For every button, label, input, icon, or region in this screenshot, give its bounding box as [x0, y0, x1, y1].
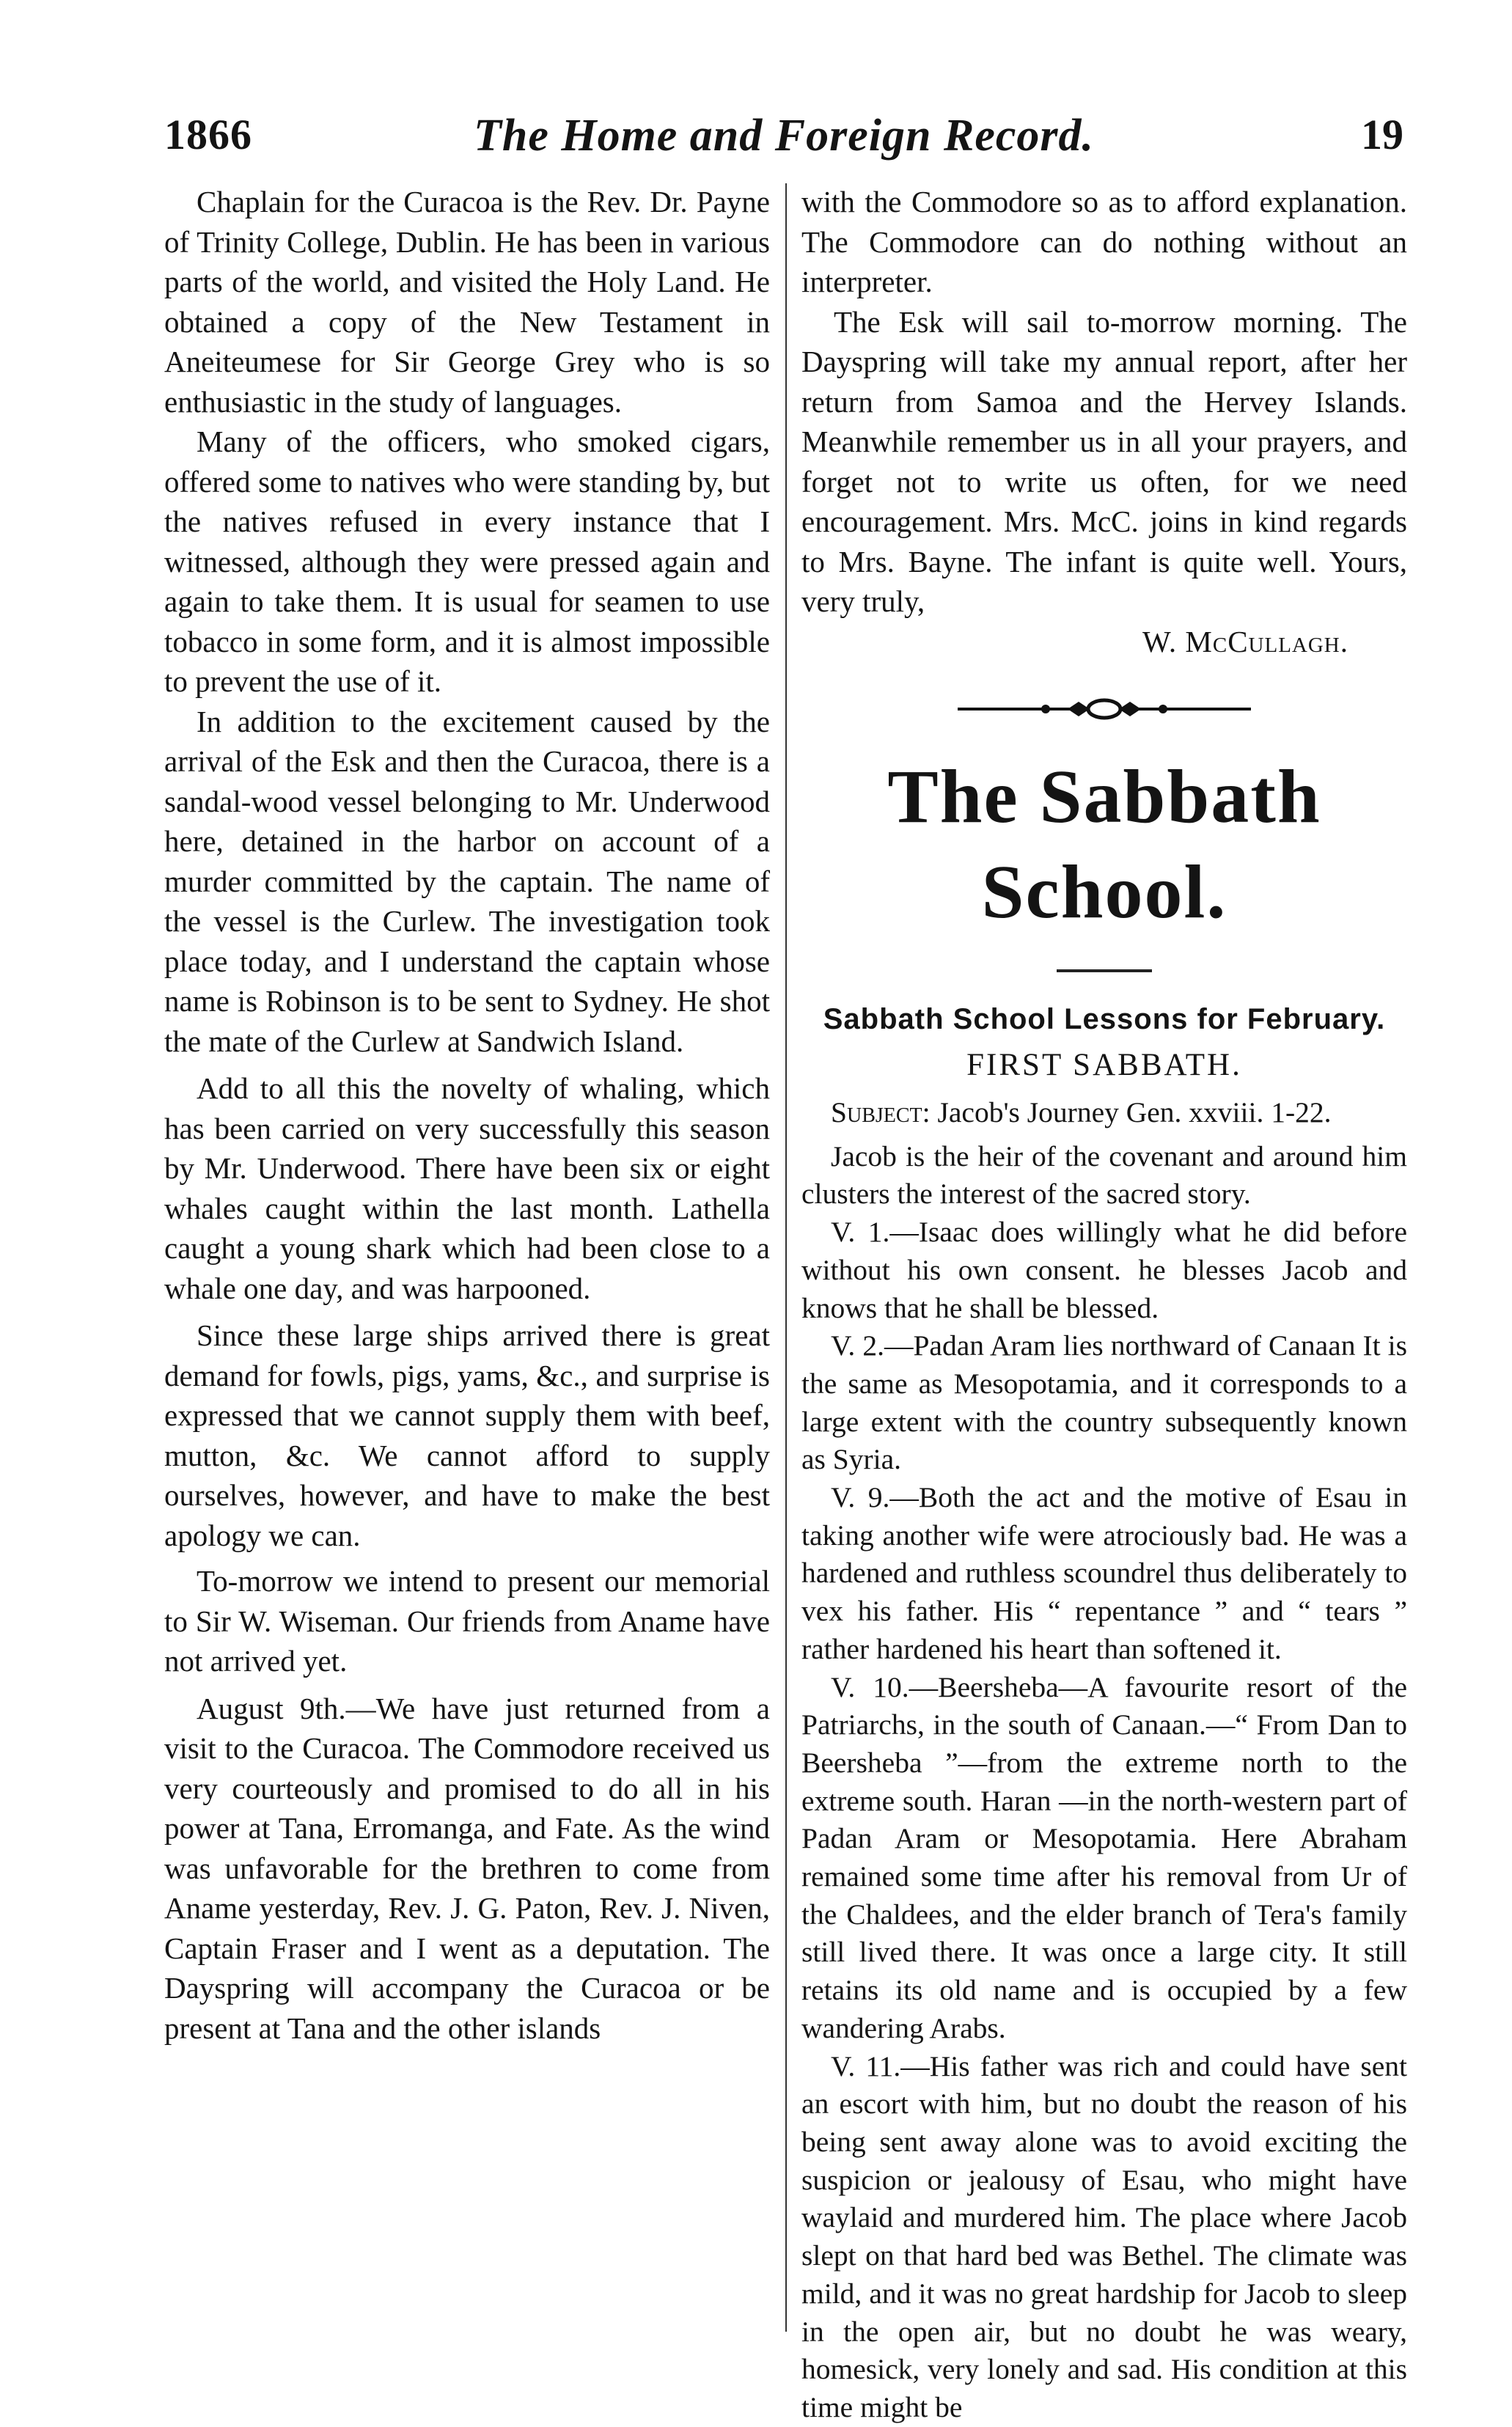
paragraph: Since these large ships arrived there is great demand for fowls, pigs, yams, &c., and surprise is expressed that we cannot supply them with beef, mutton, &c. We cannot afford to supply ourselves, however, and have to make the best apology we can. — [164, 1318, 770, 1552]
paragraph: Add to all this the novelty of whaling, which has been carried on very successfully this season by Mr. Underwood. There have been six or eight whales caught within the last month. Lathella caught a young shark which had been close to a whale one day, and was harpooned. — [164, 1071, 770, 1305]
subject-label: Subject — [831, 1096, 922, 1128]
right-column — [801, 182, 1407, 2427]
paragraph: In addition to the excitement caused by the arrival of the Esk and then the Curacoa, there is a sandal-wood vessel belonging to Mr. Underwood here, detained in the harbor on account of a murder committed by the captain. The name of the vessel is the Curlew. The investigation took place today, and I understand the captain whose name is Robinson is to be sent to Sydney. He shot the mate of the Curlew at Sandwich Island. — [164, 704, 770, 1058]
divider — [1057, 969, 1152, 972]
page-header — [164, 110, 1403, 176]
signature: W. McCullagh. — [1142, 624, 1348, 658]
lesson-title: Sabbath School Lessons for February. — [823, 1003, 1386, 1035]
subject-line — [801, 1094, 1407, 1132]
paragraph: Many of the officers, who smoked cigars, offered some to natives who were standing by, but the natives refused in every instance that I witnessed, although they were pressed again and again to take them. It is usual for seamen to use tobacco in some form, and it is almost impossible to prevent the use of it. — [164, 425, 770, 698]
paragraph: To-morrow we intend to present our memorial to Sir W. Wiseman. Our friends from Aname have not arrived yet. — [164, 1564, 770, 1678]
paragraph: Chaplain for the Curacoa is the Rev. Dr. Payne of Trinity College, Dublin. He has been in various parts of the world, and visited the Holy Land. He obtained a copy of the New Testament in Aneiteumese for Sir George Grey who is so enthusiastic in the study of languages. — [164, 185, 770, 419]
paragraph: Jacob is the heir of the covenant and around him clusters the interest of the sacred story. — [801, 1139, 1407, 1211]
subject-text: : Jacob's Journey Gen. xxviii. 1-22. — [922, 1096, 1332, 1128]
verse-note: V. 11.—His father was rich and could have sent an escort with him, but no doubt the reason of his being sent away alone was to avoid exciting the suspicion or jealousy of Esau, who might have waylaid and murdered him. The place where Jacob slept on that hard bed was Bethel. The climate was mild, and it was no great hardship for Jacob to sleep in the open air, but no doubt he was weary, homesick, very lonely and sad. His condition at this time might be — [801, 2049, 1407, 2423]
lesson-body — [801, 1094, 1407, 2427]
verse-note: V. 9.—Both the act and the motive of Esau in taking another wife were atrociously bad. He was a hardened and ruthless scoundrel thus deliberately to vex his father. His “ repentance ” and “ tears ” rather hardened his heart than softened it. — [801, 1481, 1407, 1665]
paragraph: with the Commodore so as to afford explanation. The Commodore can do nothing without an interpreter. — [801, 185, 1407, 298]
header-title: The Home and Foreign Record. — [473, 111, 1095, 161]
paragraph: The Esk will sail to-morrow morning. The Dayspring will take my annual report, after her return from Samoa and the Hervey Islands. Meanwhile remember us in all your prayers, and forget not to write us often, for we need encouragement. Mrs. McC. joins in kind regards to Mrs. Bayne. The infant is quite well. Yours, very truly, — [801, 304, 1407, 618]
header-page-number: 19 — [1361, 111, 1403, 158]
ornamental-rule-icon — [801, 683, 1407, 735]
left-column — [164, 182, 770, 2048]
column-divider — [785, 183, 787, 2332]
header-year: 1866 — [164, 111, 252, 158]
verse-note: V. 1.—Isaac does willingly what he did before without his own consent. he blesses Jacob and knows that he shall be blessed. — [801, 1216, 1407, 1324]
section-title: The Sabbath School. — [887, 754, 1321, 934]
sabbath-heading: FIRST SABBATH. — [966, 1048, 1242, 1082]
verse-note: V. 2.—Padan Aram lies northward of Canaan It is the same as Mesopotamia, and it corresponds to a large extent with the country subsequently known as Syria. — [801, 1329, 1407, 1476]
verse-note: V. 10.—Beersheba—A favourite resort of the Patriarchs, in the south of Canaan.—“ From Dan to Beersheba ”—from the extreme north to the extreme south. Haran —in the north-western part of Padan Aram or Mesopotamia. Here Abraham remained some time after his removal from Ur of the Chaldees, and the elder branch of Tera's family still lived there. It was once a large city. It still retains its old name and is occupied by a few wandering Arabs. — [801, 1670, 1407, 2044]
paragraph: August 9th.—We have just returned from a visit to the Curacoa. The Commodore received us very courteously and promised to do all in his power at Tana, Erromanga, and Fate. As the wind was unfavorable for the brethren to come from Aname yesterday, Rev. J. G. Paton, Rev. J. Niven, Captain Fraser and I went as a deputation. The Dayspring will accompany the Curacoa or be present at Tana and the other islands — [164, 1691, 770, 2045]
